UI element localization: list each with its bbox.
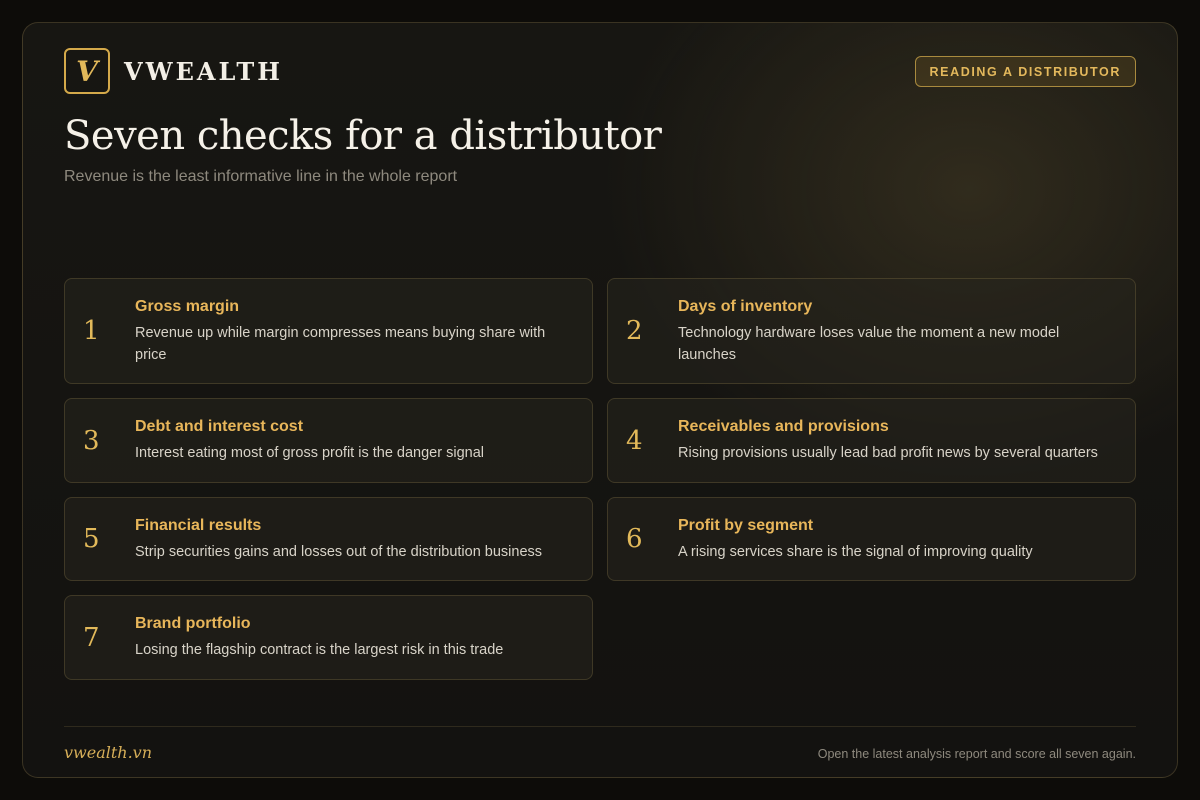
card-frame	[22, 22, 1178, 778]
check-card-debt-and-interest	[64, 398, 593, 483]
check-card-days-of-inventory	[607, 278, 1136, 384]
check-card-profit-by-segment	[607, 497, 1136, 581]
check-description: Losing the flagship contract is the largest risk in this trade	[135, 642, 504, 658]
footer-divider	[64, 726, 1136, 727]
brand	[64, 48, 283, 94]
check-number: 7	[83, 622, 100, 653]
footer-note: Open the latest analysis report and score all seven again.	[817, 747, 1136, 761]
page-subtitle: Revenue is the least informative line in the whole report	[64, 168, 458, 185]
logo-icon	[64, 48, 110, 94]
check-number: 4	[626, 425, 643, 456]
check-number: 5	[83, 524, 100, 554]
check-description: Strip securities gains and losses out of the distribution business	[135, 544, 543, 560]
check-heading: Brand portfolio	[135, 615, 251, 632]
check-description: Technology hardware loses value the moment a new model launches	[678, 325, 1060, 363]
check-heading: Gross margin	[135, 298, 240, 315]
check-heading: Profit by segment	[678, 517, 814, 534]
check-description: Interest eating most of gross profit is the danger signal	[135, 445, 484, 461]
page-title: Seven checks for a distributor	[64, 113, 662, 159]
brand-name: VWEALTH	[124, 56, 283, 86]
logo-letter: V	[76, 54, 98, 88]
check-number: 2	[626, 316, 643, 346]
footer-site: vwealth.vn	[64, 743, 153, 762]
check-card-financial-results	[64, 497, 593, 581]
check-description: A rising services share is the signal of improving quality	[678, 544, 1033, 560]
check-card-brand-portfolio	[64, 595, 593, 680]
check-heading: Days of inventory	[678, 298, 813, 315]
check-description: Revenue up while margin compresses means buying share with price	[135, 325, 546, 363]
category-badge: READING A DISTRIBUTOR	[915, 56, 1136, 87]
check-card-receivables	[607, 398, 1136, 483]
check-number: 1	[83, 316, 100, 346]
check-number: 6	[626, 524, 643, 554]
check-heading: Debt and interest cost	[135, 418, 304, 435]
check-card-gross-margin	[64, 278, 593, 384]
check-number: 3	[83, 425, 100, 456]
check-description: Rising provisions usually lead bad profit news by several quarters	[678, 445, 1098, 461]
check-heading: Financial results	[135, 517, 262, 534]
check-heading: Receivables and provisions	[678, 418, 889, 435]
